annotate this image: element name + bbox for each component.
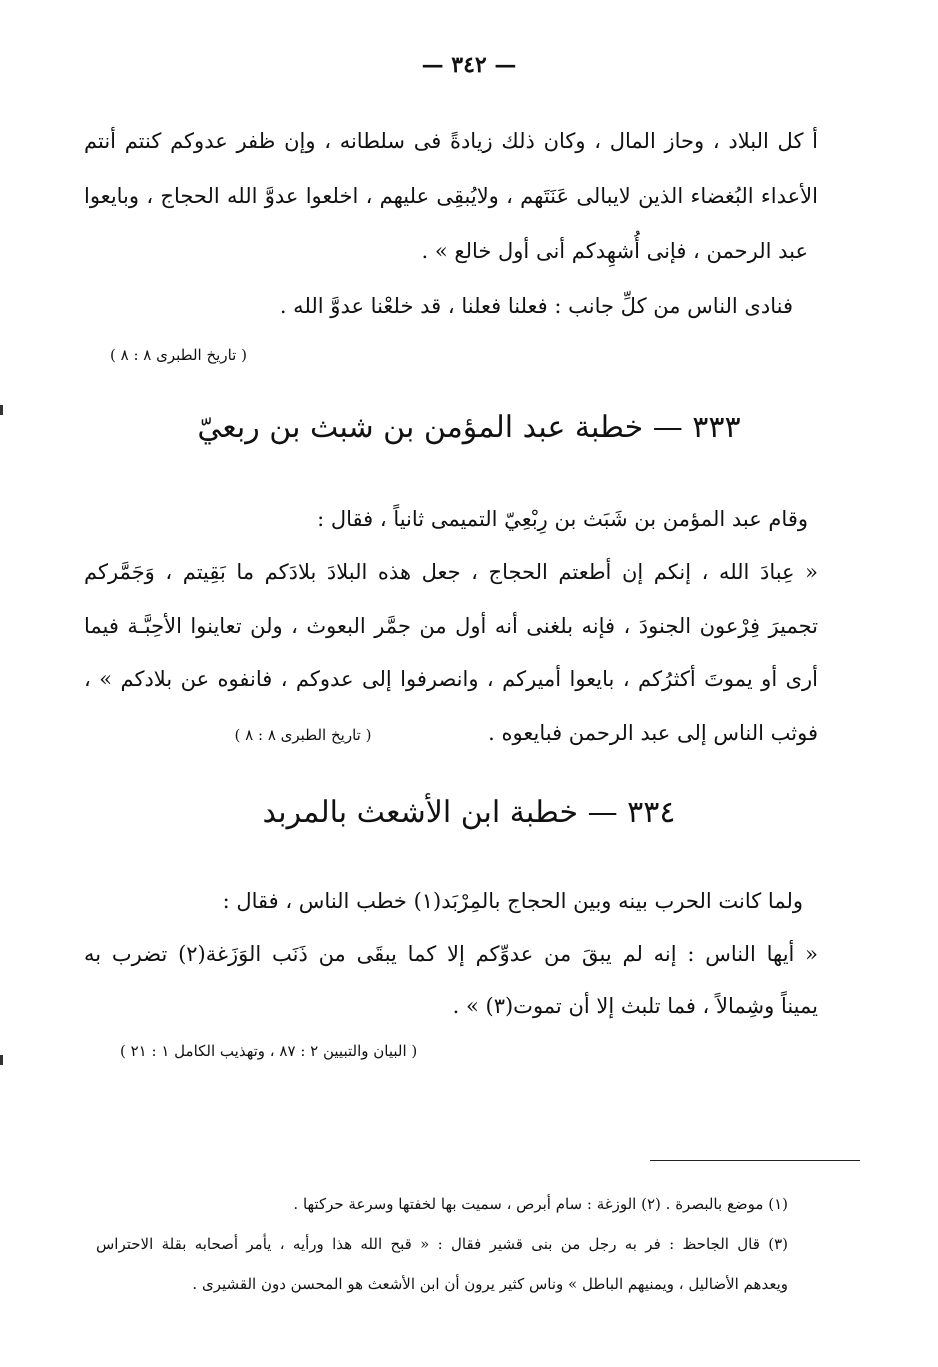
page-number: — ٣٤٢ — <box>421 52 517 78</box>
text-line: « عِبادَ الله ، إنكم إن أطعتم الحجاج ، جعل هذه البلادَ بلادَكم ما بَقِيتم ، وَجَمَّركم <box>84 560 818 584</box>
citation: ( البيان والتبيين ٢ : ٨٧ ، وتهذيب الكامل ١ : ٢١ ) <box>120 1042 418 1060</box>
citation: ( تاريخ الطبرى ٨ : ٨ ) <box>110 346 247 364</box>
scan-margin-mark <box>0 1055 3 1065</box>
text-line: تجميرَ فِرْعون الجنودَ ، فإنه بلغنى أنه أول من جمَّر البعوث ، ولن تعاينوا الأحِبَّـة فيما <box>84 614 818 638</box>
footnote: ويعدهم الأضاليل ، ويمنيهم الباطل » وناس كثير يرون أن ابن الأشعث هو المحسن دون القشيرى . <box>192 1275 788 1293</box>
section-heading: ٣٣٣ — خطبة عبد المؤمن بن شبث بن ربعيّ <box>197 410 741 445</box>
text-line: الأعداء البُغضاء الذين لايبالى عَنَتَهم ، ولايُبقِى عليهم ، اخلعوا عدوَّ الله الحجاج ، وبايعوا <box>84 184 818 208</box>
text-line: أ كل البلاد ، وحاز المال ، وكان ذلك زيادةً فى سلطانه ، وإن ظفر عدوكم كنتم أنتم <box>84 129 818 153</box>
text-line <box>235 717 818 751</box>
text-line: أرى أو يموتَ أكثرُكم ، بايعوا أميركم ، وانصرفوا إلى عدوكم ، فانفوه عن بلادكم » ، <box>84 667 818 691</box>
citation: ( تاريخ الطبرى ٨ : ٨ ) <box>234 726 372 744</box>
text-line: ولما كانت الحرب بينه وبين الحجاج بالمِرْبَد(١) خطب الناس ، فقال : <box>222 889 803 913</box>
text-line: وقام عبد المؤمن بن شَبَث بن رِبْعِيّ التميمى ثانياً ، فقال : <box>317 507 808 531</box>
text-line: « أيها الناس : إنه لم يبقَ من عدوِّكم إلا كما يبقَى من ذَنَب الوَزَغة(٢) تضرب به <box>84 942 818 966</box>
text-line: فنادى الناس من كلِّ جانب : فعلنا فعلنا ، قد خلعْنا عدوَّ الله . <box>279 294 793 318</box>
section-heading: ٣٣٤ — خطبة ابن الأشعث بالمربد <box>262 795 676 830</box>
text-line: يميناً وشِمالاً ، فما تلبث إلا أن تموت(٣) » . <box>452 994 818 1018</box>
footnote: (١) موضع بالبصرة . (٢) الوزغة : سام أبرص ، سميت بها لخفتها وسرعة حركتها . <box>293 1195 788 1213</box>
footnote-divider <box>650 1160 860 1161</box>
text-line: عبد الرحمن ، فإنى أُشهِدكم أنى أول خالع » . <box>421 239 808 263</box>
text-span: فوثب الناس إلى عبد الرحمن فبايعوه . <box>488 721 818 745</box>
footnote: (٣) قال الجاحظ : فر به رجل من بنى قشير فقال : « قبح الله هذا ورأيه ، يأمر أصحابه بقلة الاحتراس <box>96 1235 788 1253</box>
